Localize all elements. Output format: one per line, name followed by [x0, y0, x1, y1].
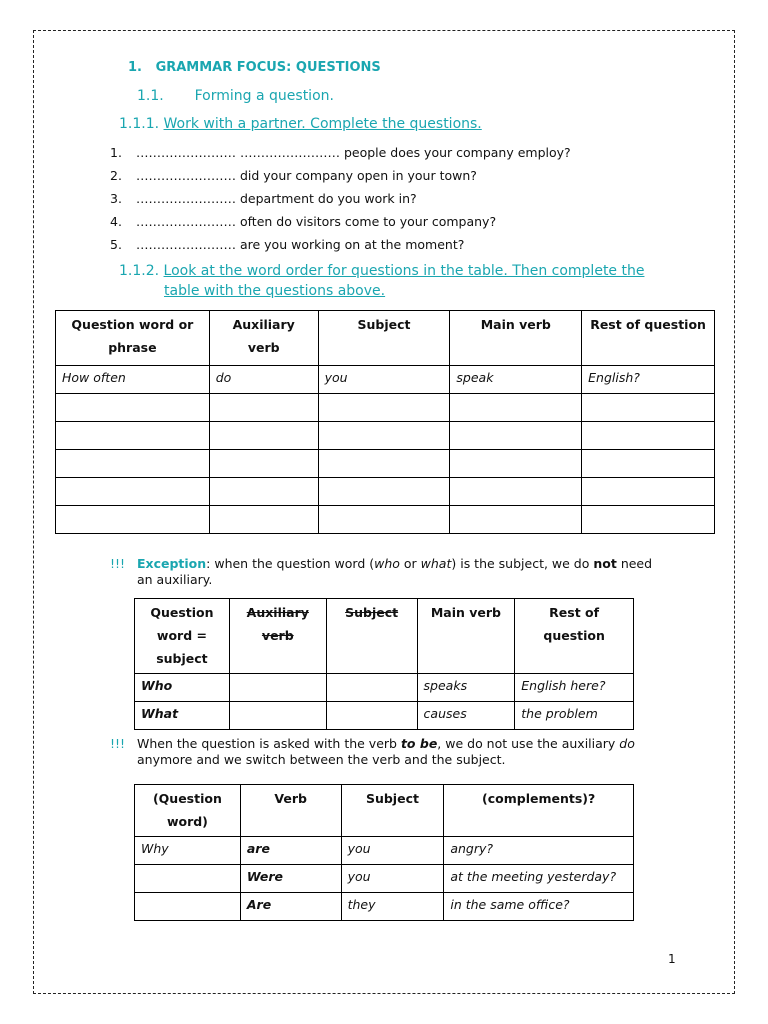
to-be-note: !!! When the question is asked with the verb to be, we do not use the auxiliary do anymore and we switch between the verb and the subject. [110, 736, 635, 767]
column-header: Rest of question [582, 311, 715, 366]
table-row [56, 422, 715, 450]
column-header: Subject [318, 311, 450, 366]
question-list [110, 144, 571, 259]
subsection-heading [137, 88, 334, 104]
list-item: 2. …………………… did your company open in your town? [110, 168, 477, 183]
exercise-instruction: Look at the word order for questions in the table. Then complete the [163, 263, 645, 279]
list-item: 1. …………………… …………………… people does your company employ? [110, 145, 571, 160]
exercise-number: 1.1.1. [119, 116, 160, 132]
section-heading [128, 60, 381, 75]
column-header: Rest of question [515, 599, 634, 674]
question-table [55, 310, 715, 534]
column-header: Verb [240, 785, 341, 837]
column-header: Auxiliary verb [229, 599, 326, 674]
column-header: Question word or phrase [56, 311, 210, 366]
section-number: 1. [128, 60, 142, 75]
table-row: How often do you speak English? [56, 366, 715, 394]
page-number: 1 [668, 952, 676, 966]
exercise-heading-1 [119, 116, 482, 132]
exercise-number: 1.1.2. [119, 263, 160, 279]
list-item: 3. …………………… department do you work in? [110, 191, 417, 206]
exercise-instruction-continued: table with the questions above. [164, 283, 386, 299]
table-row [56, 450, 715, 478]
exception-label: Exception [136, 556, 207, 571]
subsection-number: 1.1. [137, 88, 164, 104]
table-row: Were you at the meeting yesterday? [135, 865, 634, 893]
table-row [56, 394, 715, 422]
list-item: 4. …………………… often do visitors come to your company? [110, 214, 497, 229]
exercise-heading-2 [119, 263, 644, 279]
exercise-instruction: Work with a partner. Complete the questions. [163, 116, 482, 132]
column-header: Main verb [417, 599, 515, 674]
column-header: (Question word) [135, 785, 241, 837]
list-item: 5. …………………… are you working on at the moment? [110, 237, 465, 252]
table-row: Are they in the same office? [135, 893, 634, 921]
column-header: Question word = subject [135, 599, 230, 674]
warning-marker: !!! [110, 736, 126, 751]
subsection-title: Forming a question. [194, 88, 334, 104]
column-header: Subject [326, 599, 417, 674]
table-row: Why are you angry? [135, 837, 634, 865]
column-header: (complements)? [444, 785, 634, 837]
table-row: What causes the problem [135, 702, 634, 730]
column-header: Subject [341, 785, 444, 837]
exception-note: !!! Exception: when the question word (who or what) is the subject, we do not need an auxiliary. [110, 556, 653, 587]
warning-marker: !!! [110, 556, 126, 571]
column-header: Auxiliary verb [209, 311, 318, 366]
table-row [56, 506, 715, 534]
table-row: Who speaks English here? [135, 674, 634, 702]
column-header: Main verb [450, 311, 582, 366]
table-row [56, 478, 715, 506]
section-title: GRAMMAR FOCUS: QUESTIONS [155, 60, 381, 75]
to-be-table [134, 784, 634, 921]
subject-question-table [134, 598, 634, 730]
